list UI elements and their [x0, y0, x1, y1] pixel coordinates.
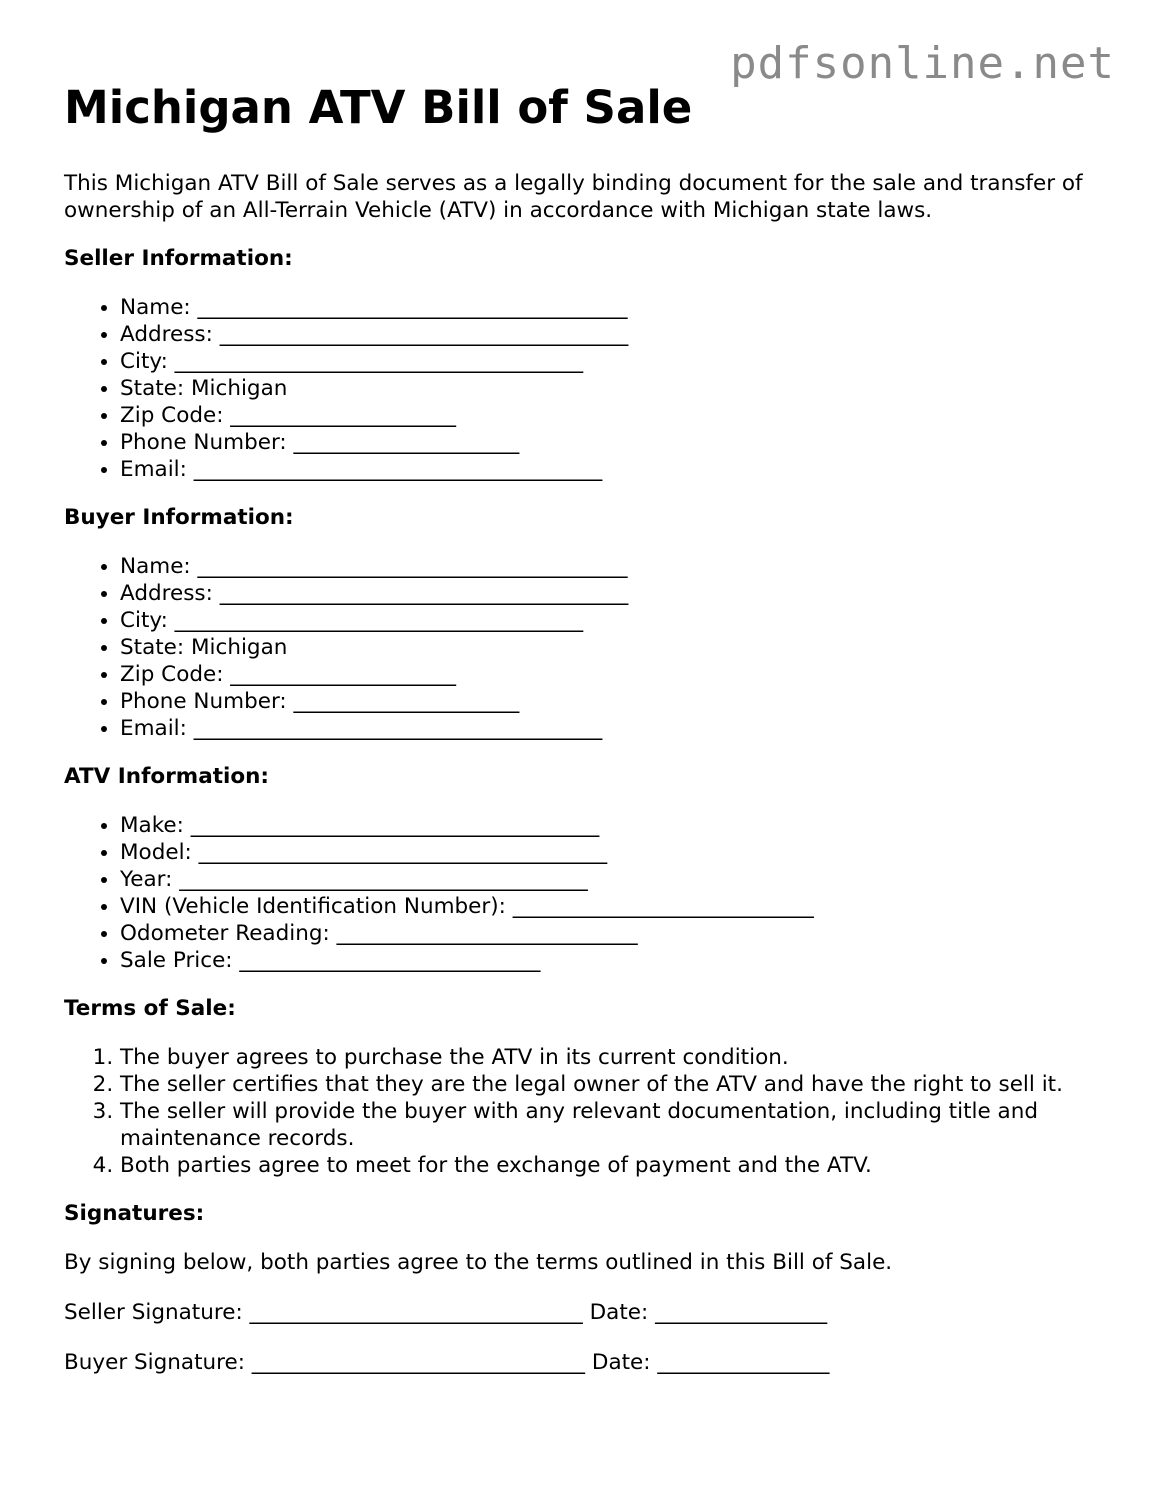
atv-heading: ATV Information: [64, 764, 270, 789]
terms-heading: Terms of Sale: [64, 996, 236, 1021]
terms-list [64, 1044, 1094, 1179]
buyer-list [64, 553, 1094, 742]
page-title: Michigan ATV Bill of Sale [64, 81, 693, 134]
buyer-name-field[interactable]: • Name: ________________________________________ [120, 553, 1094, 580]
seller-address-field[interactable]: • Address: ______________________________________ [120, 321, 1094, 348]
buyer-heading: Buyer Information: [64, 505, 294, 530]
atv-year-field[interactable]: • Year: ______________________________________ [120, 866, 1094, 893]
buyer-city-field[interactable]: • City: ______________________________________ [120, 607, 1094, 634]
signatures-heading: Signatures: [64, 1201, 205, 1226]
term-item: 4. Both parties agree to meet for the exchange of payment and the ATV. [120, 1152, 1094, 1179]
seller-state-field: • State: Michigan [120, 375, 1094, 402]
atv-model-field[interactable]: • Model: ______________________________________ [120, 839, 1094, 866]
buyer-address-field[interactable]: • Address: ______________________________________ [120, 580, 1094, 607]
document-page [64, 80, 1094, 1399]
buyer-phone-field[interactable]: • Phone Number: _____________________ [120, 688, 1094, 715]
seller-heading: Seller Information: [64, 246, 293, 271]
seller-signature-line[interactable]: Seller Signature: _______________________________ Date: ________________ [64, 1300, 828, 1325]
atv-price-field[interactable]: • Sale Price: ____________________________ [120, 947, 1094, 974]
buyer-zip-field[interactable]: • Zip Code: _____________________ [120, 661, 1094, 688]
seller-phone-field[interactable]: • Phone Number: _____________________ [120, 429, 1094, 456]
watermark: pdfsonline.net [730, 38, 1115, 89]
seller-email-field[interactable]: • Email: ______________________________________ [120, 456, 1094, 483]
term-item: 1. The buyer agrees to purchase the ATV in its current condition. [120, 1044, 1094, 1071]
intro-paragraph: This Michigan ATV Bill of Sale serves as a legally binding document for the sale and transfer of ownership of an All-Terrain Vehicle (ATV) in accordance with Michigan state laws. [64, 171, 1083, 223]
seller-name-field[interactable]: • Name: ________________________________________ [120, 294, 1094, 321]
buyer-signature-line[interactable]: Buyer Signature: _______________________________ Date: ________________ [64, 1350, 830, 1375]
seller-list [64, 294, 1094, 483]
term-item: 3. The seller will provide the buyer with any relevant documentation, including title and maintenance records. [120, 1098, 1094, 1152]
seller-zip-field[interactable]: • Zip Code: _____________________ [120, 402, 1094, 429]
atv-list [64, 812, 1094, 974]
buyer-email-field[interactable]: • Email: ______________________________________ [120, 715, 1094, 742]
atv-odometer-field[interactable]: • Odometer Reading: ____________________________ [120, 920, 1094, 947]
atv-make-field[interactable]: • Make: ______________________________________ [120, 812, 1094, 839]
seller-city-field[interactable]: • City: ______________________________________ [120, 348, 1094, 375]
atv-vin-field[interactable]: • VIN (Vehicle Identification Number): ____________________________ [120, 893, 1094, 920]
term-item: 2. The seller certifies that they are the legal owner of the ATV and have the right to sell it. [120, 1071, 1094, 1098]
signatures-intro: By signing below, both parties agree to the terms outlined in this Bill of Sale. [64, 1250, 893, 1275]
buyer-state-field: • State: Michigan [120, 634, 1094, 661]
